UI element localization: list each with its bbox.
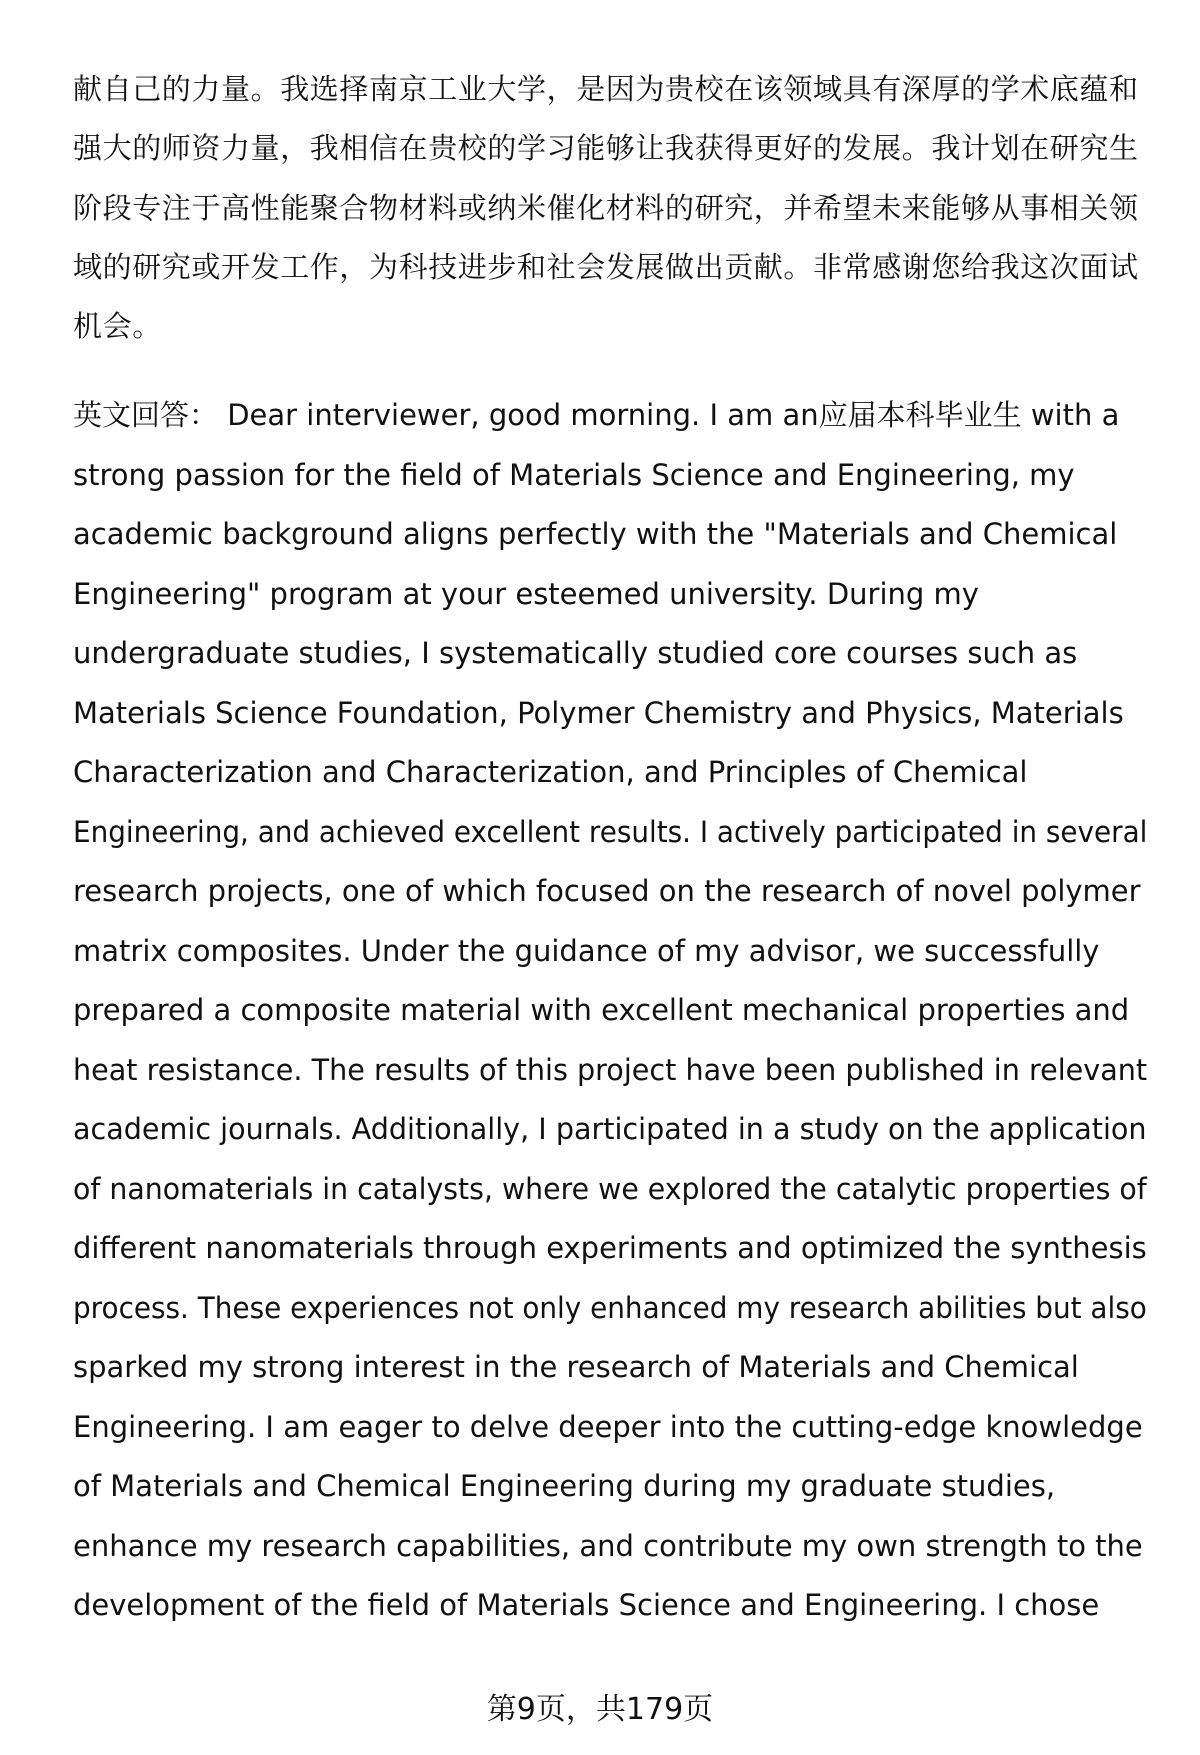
paragraph-line: development of the field of Materials Science and Engineering. I chose xyxy=(73,1588,1100,1622)
paragraph-line: 强大的师资力量，我相信在贵校的学习能够让我获得更好的发展。我计划在研究生 xyxy=(73,131,1139,165)
paragraph-line: Characterization and Characterization, and Principles of Chemical xyxy=(73,755,1028,789)
paragraph-line: of Materials and Chemical Engineering during my graduate studies, xyxy=(73,1469,1056,1503)
paragraph-line: Materials Science Foundation, Polymer Chemistry and Physics, Materials xyxy=(73,695,1124,730)
paragraph-line: research projects, one of which focused on the research of novel polymer xyxy=(73,874,1141,908)
paragraph-line: enhance my research capabilities, and contribute my own strength to the xyxy=(73,1528,1143,1563)
paragraph-line: 机会。 xyxy=(73,309,162,343)
paragraph-line: Engineering" program at your esteemed university. During my xyxy=(73,576,979,611)
page-number: 第9页，共179页 xyxy=(486,1692,714,1727)
paragraph-line: 英文回答： Dear interviewer, good morning. I am an应届本科毕业生 with a xyxy=(73,398,1120,432)
paragraph-line: of nanomaterials in catalysts, where we explored the catalytic properties of xyxy=(73,1171,1147,1206)
paragraph-line: prepared a composite material with excellent mechanical properties and xyxy=(73,993,1130,1027)
paragraph-line: Engineering. I am eager to delve deeper into the cutting-edge knowledge xyxy=(73,1409,1143,1444)
paragraph-line: process. These experiences not only enhanced my research abilities but also xyxy=(73,1290,1147,1325)
paragraph-line: matrix composites. Under the guidance of my advisor, we successfully xyxy=(73,933,1100,968)
paragraph-line: 域的研究或开发工作，为科技进步和社会发展做出贡献。非常感谢您给我这次面试 xyxy=(73,250,1139,284)
paragraph-line: sparked my strong interest in the research of Materials and Chemical xyxy=(73,1350,1079,1384)
paragraph-line: Engineering, and achieved excellent results. I actively participated in several xyxy=(73,814,1148,849)
paragraph-line: undergraduate studies, I systematically studied core courses such as xyxy=(73,636,1078,670)
paragraph-line: different nanomaterials through experiments and optimized the synthesis xyxy=(73,1231,1147,1265)
paragraph-line: academic background aligns perfectly with the "Materials and Chemical xyxy=(73,517,1118,551)
paragraph-line: strong passion for the field of Materials Science and Engineering, my xyxy=(73,457,1075,492)
paragraph-line: 阶段专注于高性能聚合物材料或纳米催化材料的研究，并希望未来能够从事相关领 xyxy=(73,191,1139,225)
paragraph-line: heat resistance. The results of this project have been published in relevant xyxy=(73,1052,1148,1087)
paragraph-line: academic journals. Additionally, I participated in a study on the application xyxy=(73,1112,1147,1146)
paragraph-line: 献自己的力量。我选择南京工业大学，是因为贵校在该领域具有深厚的学术底蕴和 xyxy=(73,72,1139,106)
